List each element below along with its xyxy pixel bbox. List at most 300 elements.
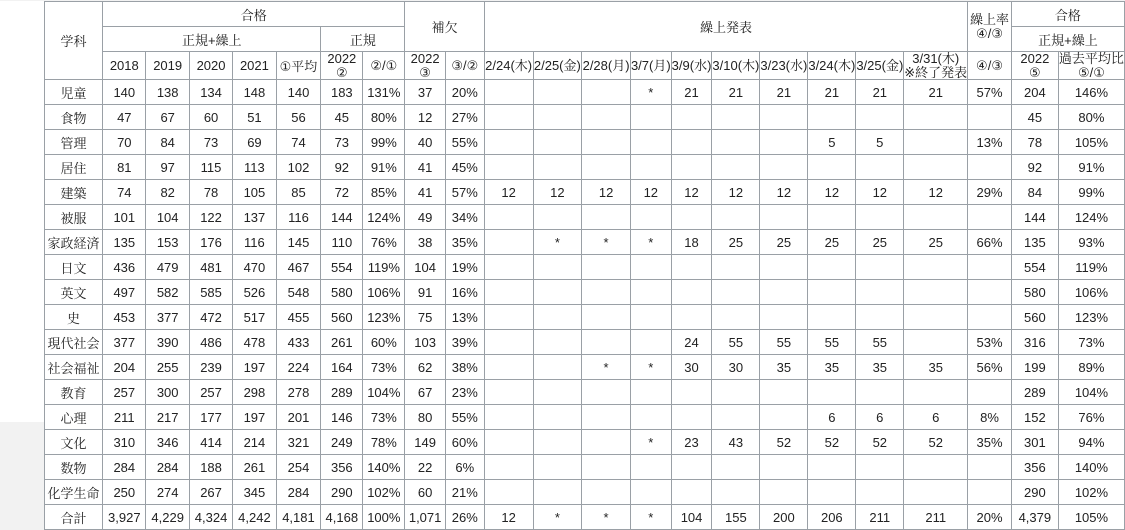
col-2022-3-year: 2022: [410, 51, 440, 66]
cell: 85: [276, 180, 321, 205]
cell: 580: [321, 280, 363, 305]
cell: 20%: [445, 80, 484, 105]
cell: 20%: [968, 505, 1012, 530]
cell: 26%: [445, 505, 484, 530]
cell: 206: [808, 505, 856, 530]
cell: 40: [405, 130, 445, 155]
cell: [968, 305, 1012, 330]
cell: 93%: [1058, 230, 1124, 255]
cell: [968, 380, 1012, 405]
cell: 6: [808, 405, 856, 430]
cell: 137: [233, 205, 276, 230]
cell: 453: [103, 305, 146, 330]
cell: 103: [405, 330, 445, 355]
cell: *: [582, 505, 631, 530]
row-dept-label: 日文: [45, 255, 103, 280]
cell: 301: [1011, 430, 1058, 455]
cell: [630, 130, 671, 155]
table-body: [45, 80, 1125, 530]
cell: 37: [405, 80, 445, 105]
table-row: [45, 80, 1125, 105]
cell: 149: [405, 430, 445, 455]
cell: 106%: [1058, 280, 1124, 305]
cell: 92: [1011, 155, 1058, 180]
cell: [671, 255, 712, 280]
header-group-row: [45, 2, 1125, 27]
cell: [904, 155, 968, 180]
table-row: [45, 230, 1125, 255]
cell: [671, 455, 712, 480]
col-avg1: ①平均: [276, 52, 321, 80]
cell: [904, 130, 968, 155]
cell: 517: [233, 305, 276, 330]
row-dept-label: 居住: [45, 155, 103, 180]
cell: 255: [146, 355, 189, 380]
table-row: [45, 280, 1125, 305]
cell: 74: [276, 130, 321, 155]
cell: [630, 455, 671, 480]
cell: 102%: [363, 480, 405, 505]
cell: 82: [146, 180, 189, 205]
cell: 56%: [968, 355, 1012, 380]
cell: 6%: [445, 455, 484, 480]
cell: [484, 130, 533, 155]
cell: [582, 130, 631, 155]
cell: 73: [189, 130, 232, 155]
cell: 91%: [363, 155, 405, 180]
cell: 377: [146, 305, 189, 330]
cell: [760, 205, 808, 230]
cell: [856, 455, 904, 480]
cell: [712, 155, 760, 180]
cell: [533, 355, 582, 380]
cell: [712, 255, 760, 280]
cell: 580: [1011, 280, 1058, 305]
cell: [968, 455, 1012, 480]
header-group-gokaku-2: 合格: [1011, 2, 1124, 27]
cell: 16%: [445, 280, 484, 305]
cell: 554: [1011, 255, 1058, 280]
cell: 35: [856, 355, 904, 380]
cell: [533, 155, 582, 180]
cell: 479: [146, 255, 189, 280]
cell: 140%: [1058, 455, 1124, 480]
cell: 60%: [363, 330, 405, 355]
cell: 377: [103, 330, 146, 355]
cell: [582, 330, 631, 355]
cell: [630, 105, 671, 130]
cell: 12: [671, 180, 712, 205]
cell: [904, 280, 968, 305]
cell: 131%: [363, 80, 405, 105]
cell: [533, 130, 582, 155]
cell: 49: [405, 205, 445, 230]
cell: [712, 130, 760, 155]
cell: 51: [233, 105, 276, 130]
cell: [904, 455, 968, 480]
row-dept-label: 児童: [45, 80, 103, 105]
cell: 89%: [1058, 355, 1124, 380]
cell: [630, 330, 671, 355]
cell: [904, 105, 968, 130]
cell: 148: [233, 80, 276, 105]
col-date-0331-date: 3/31(木): [912, 51, 960, 66]
cell: 55%: [445, 405, 484, 430]
cell: 67: [405, 380, 445, 405]
cell: 12: [904, 180, 968, 205]
cell: 183: [321, 80, 363, 105]
cell: 38%: [445, 355, 484, 380]
col-date-0224: 2/24(木): [484, 52, 533, 80]
cell: *: [630, 230, 671, 255]
cell: 526: [233, 280, 276, 305]
cell: [808, 305, 856, 330]
cell: 261: [321, 330, 363, 355]
cell: 204: [1011, 80, 1058, 105]
cell: 5: [808, 130, 856, 155]
cell: 57%: [445, 180, 484, 205]
cell: 497: [103, 280, 146, 305]
header-group-kuriage-happyo: 繰上発表: [484, 2, 967, 52]
cell: 12: [405, 105, 445, 130]
cell: [760, 480, 808, 505]
header-kuriage-ritsu-formula: ④/③: [976, 25, 1003, 41]
cell: 155: [712, 505, 760, 530]
cell: 560: [1011, 305, 1058, 330]
table-row: [45, 130, 1125, 155]
cell: [712, 205, 760, 230]
cell: 84: [1011, 180, 1058, 205]
header-group-gokaku-1: 合格: [103, 2, 405, 27]
cell: 60: [405, 480, 445, 505]
cell: [856, 480, 904, 505]
cell: *: [630, 505, 671, 530]
cell: [484, 105, 533, 130]
cell: 478: [233, 330, 276, 355]
cell: 4,242: [233, 505, 276, 530]
cell: [484, 280, 533, 305]
cell: 278: [276, 380, 321, 405]
cell: 97: [146, 155, 189, 180]
cell: 25: [856, 230, 904, 255]
cell: 390: [146, 330, 189, 355]
cell: [671, 480, 712, 505]
cell: 45: [321, 105, 363, 130]
cell: 356: [1011, 455, 1058, 480]
cell: 145: [276, 230, 321, 255]
cell: [582, 255, 631, 280]
cell: [582, 480, 631, 505]
col-date-0309: 3/9(水): [671, 52, 712, 80]
cell: 41: [405, 155, 445, 180]
cell: 80%: [1058, 105, 1124, 130]
col-2020: 2020: [189, 52, 232, 80]
table-row: [45, 180, 1125, 205]
cell: [484, 155, 533, 180]
cell: [856, 305, 904, 330]
cell: 254: [276, 455, 321, 480]
header-sub-seiki: 正規: [321, 27, 405, 52]
cell: [533, 105, 582, 130]
cell: 4,181: [276, 505, 321, 530]
cell: [533, 330, 582, 355]
cell: 25: [712, 230, 760, 255]
cell: 582: [146, 280, 189, 305]
col-date-0323: 3/23(水): [760, 52, 808, 80]
cell: [808, 455, 856, 480]
cell: 239: [189, 355, 232, 380]
cell: 257: [103, 380, 146, 405]
cell: [533, 80, 582, 105]
cell: 214: [233, 430, 276, 455]
cell: 284: [146, 455, 189, 480]
cell: 55: [808, 330, 856, 355]
cell: [968, 105, 1012, 130]
cell: 4,379: [1011, 505, 1058, 530]
cell: [484, 355, 533, 380]
cell: [484, 480, 533, 505]
row-dept-label: 化学生命: [45, 480, 103, 505]
cell: [484, 230, 533, 255]
cell: *: [533, 230, 582, 255]
cell: [582, 105, 631, 130]
cell: 13%: [968, 130, 1012, 155]
cell: 45%: [445, 155, 484, 180]
cell: 433: [276, 330, 321, 355]
cell: 224: [276, 355, 321, 380]
cell: [582, 155, 631, 180]
col-date-0310: 3/10(木): [712, 52, 760, 80]
cell: 78: [189, 180, 232, 205]
cell: [712, 280, 760, 305]
table-total-row: [45, 505, 1125, 530]
col-past-average-formula: ⑤/①: [1077, 64, 1105, 80]
cell: 22: [405, 455, 445, 480]
cell: 70: [103, 130, 146, 155]
cell: 153: [146, 230, 189, 255]
cell: [533, 430, 582, 455]
cell: 470: [233, 255, 276, 280]
col-date-0307: 3/7(月): [630, 52, 671, 80]
cell: 284: [103, 455, 146, 480]
cell: 119%: [1058, 255, 1124, 280]
cell: [671, 380, 712, 405]
cell: [808, 105, 856, 130]
cell: [533, 480, 582, 505]
cell: 25: [808, 230, 856, 255]
cell: 5: [856, 130, 904, 155]
cell: [630, 380, 671, 405]
cell: 21: [808, 80, 856, 105]
cell: 250: [103, 480, 146, 505]
table-row: [45, 380, 1125, 405]
cell: 211: [856, 505, 904, 530]
cell: 140: [276, 80, 321, 105]
table-row: [45, 305, 1125, 330]
cell: [760, 105, 808, 130]
cell: 91%: [1058, 155, 1124, 180]
cell: 23%: [445, 380, 484, 405]
header-sub-seiki-kuriage-2: 正規+繰上: [1011, 27, 1124, 52]
cell: 55%: [445, 130, 484, 155]
cell: 12: [533, 180, 582, 205]
col-date-0331: [904, 52, 968, 80]
cell: 116: [276, 205, 321, 230]
cell: 25: [760, 230, 808, 255]
cell: [582, 305, 631, 330]
cell: [671, 305, 712, 330]
cell: 73%: [363, 355, 405, 380]
cell: [671, 205, 712, 230]
col-date-0324: 3/24(木): [808, 52, 856, 80]
cell: 199: [1011, 355, 1058, 380]
table-row: [45, 430, 1125, 455]
cell: [630, 155, 671, 180]
cell: 21%: [445, 480, 484, 505]
col-2022-5-year: 2022: [1020, 51, 1050, 66]
cell: 12: [484, 505, 533, 530]
cell: 52: [808, 430, 856, 455]
cell: 99%: [1058, 180, 1124, 205]
cell: [968, 480, 1012, 505]
cell: 188: [189, 455, 232, 480]
cell: [712, 105, 760, 130]
col-2022-2: [321, 52, 363, 80]
cell: *: [630, 355, 671, 380]
row-dept-label: 文化: [45, 430, 103, 455]
cell: [760, 155, 808, 180]
cell: [856, 105, 904, 130]
row-dept-label: 現代社会: [45, 330, 103, 355]
cell: 19%: [445, 255, 484, 280]
row-dept-label: 史: [45, 305, 103, 330]
cell: 21: [671, 80, 712, 105]
cell: [856, 205, 904, 230]
cell: [484, 205, 533, 230]
cell: 200: [760, 505, 808, 530]
cell: [856, 280, 904, 305]
cell: 548: [276, 280, 321, 305]
left-margin: [0, 1, 44, 422]
cell: 346: [146, 430, 189, 455]
cell: 104: [671, 505, 712, 530]
cell: 124%: [363, 205, 405, 230]
cell: [712, 305, 760, 330]
cell: [760, 455, 808, 480]
cell: 290: [321, 480, 363, 505]
cell: 300: [146, 380, 189, 405]
cell: 21: [760, 80, 808, 105]
header-sub-seiki-kuriage: 正規+繰上: [103, 27, 321, 52]
cell: [856, 155, 904, 180]
cell: 47: [103, 105, 146, 130]
cell: 124%: [1058, 205, 1124, 230]
cell: 30: [712, 355, 760, 380]
col-date-0225: 2/25(金): [533, 52, 582, 80]
cell: 12: [856, 180, 904, 205]
cell: 75: [405, 305, 445, 330]
cell: 30: [671, 355, 712, 380]
cell: 4,324: [189, 505, 232, 530]
cell: 76%: [363, 230, 405, 255]
cell: 78: [1011, 130, 1058, 155]
row-dept-label: 食物: [45, 105, 103, 130]
cell: 52: [904, 430, 968, 455]
cell: 123%: [1058, 305, 1124, 330]
header-group-kuriage-ritsu: [968, 2, 1012, 52]
cell: 211: [904, 505, 968, 530]
col-2022-5: [1011, 52, 1058, 80]
cell: [760, 255, 808, 280]
cell: [904, 330, 968, 355]
cell: 467: [276, 255, 321, 280]
cell: 12: [582, 180, 631, 205]
cell: 35: [760, 355, 808, 380]
cell: [856, 255, 904, 280]
cell: [671, 280, 712, 305]
cell: [712, 405, 760, 430]
cell: 3,927: [103, 505, 146, 530]
cell: 6: [904, 405, 968, 430]
cell: 135: [103, 230, 146, 255]
cell: 69: [233, 130, 276, 155]
cell: 104: [146, 205, 189, 230]
cell: 80%: [363, 105, 405, 130]
cell: [582, 205, 631, 230]
cell: 60: [189, 105, 232, 130]
cell: 85%: [363, 180, 405, 205]
cell: 100%: [363, 505, 405, 530]
cell: 146%: [1058, 80, 1124, 105]
cell: 35%: [445, 230, 484, 255]
cell: 57%: [968, 80, 1012, 105]
col-2019: 2019: [146, 52, 189, 80]
cell: 43: [712, 430, 760, 455]
cell: 123%: [363, 305, 405, 330]
cell: [808, 380, 856, 405]
cell: [484, 405, 533, 430]
col-ratio-2-1: ②/①: [363, 52, 405, 80]
table-row: [45, 330, 1125, 355]
cell: 80: [405, 405, 445, 430]
cell: [712, 480, 760, 505]
col-2022-2-year: 2022: [327, 51, 357, 66]
cell: [968, 205, 1012, 230]
cell: 140: [103, 80, 146, 105]
cell: [533, 280, 582, 305]
cell: *: [630, 80, 671, 105]
cell: 74: [103, 180, 146, 205]
cell: 455: [276, 305, 321, 330]
cell: 146: [321, 405, 363, 430]
cell: 102%: [1058, 480, 1124, 505]
cell: 12: [630, 180, 671, 205]
cell: 21: [904, 80, 968, 105]
cell: [671, 405, 712, 430]
row-dept-label: 被服: [45, 205, 103, 230]
cell: 134: [189, 80, 232, 105]
cell: *: [582, 230, 631, 255]
cell: 472: [189, 305, 232, 330]
cell: 257: [189, 380, 232, 405]
col-date-0331-note: ※終了発表: [904, 64, 968, 80]
cell: 35: [808, 355, 856, 380]
cell: 316: [1011, 330, 1058, 355]
cell: 99%: [363, 130, 405, 155]
cell: [630, 205, 671, 230]
cell: 34%: [445, 205, 484, 230]
cell: 45: [1011, 105, 1058, 130]
